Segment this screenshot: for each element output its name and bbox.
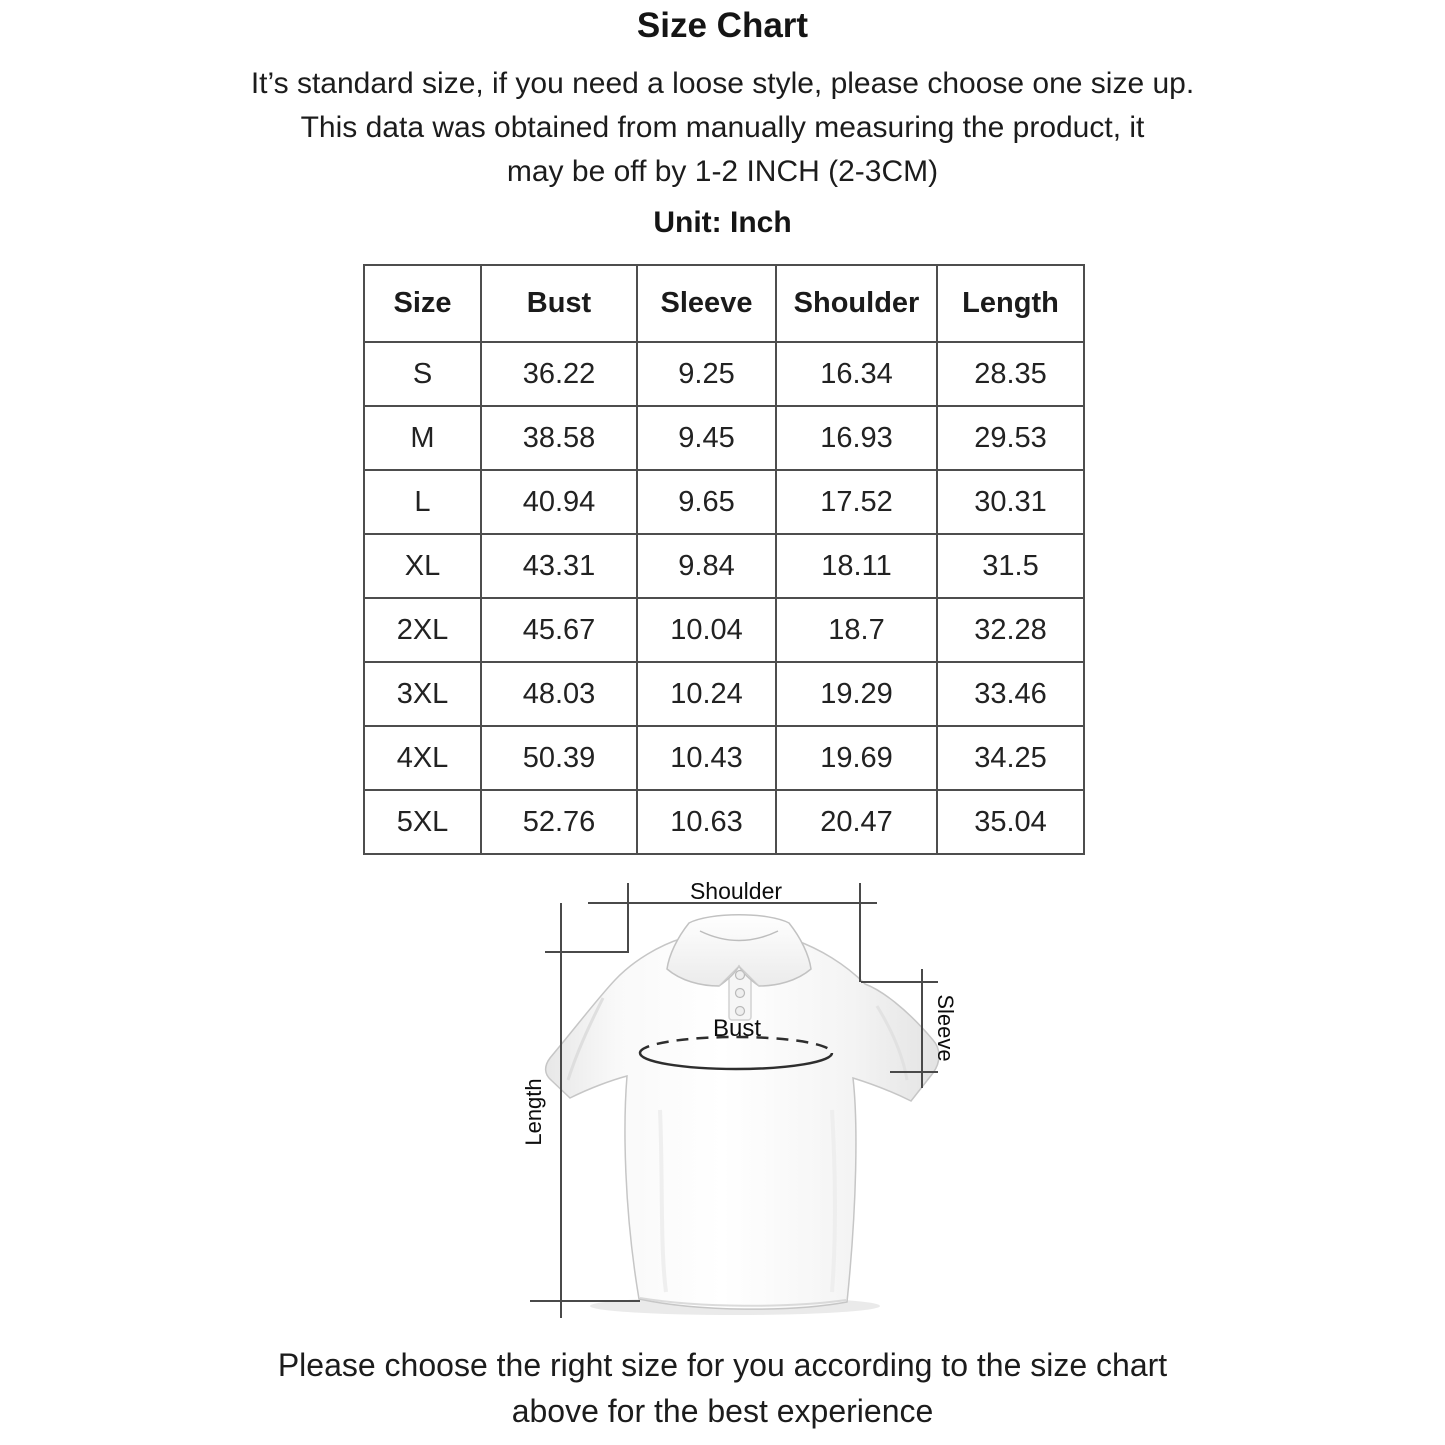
table-cell: 36.22 (481, 342, 637, 406)
table-cell: 20.47 (776, 790, 937, 854)
table-cell: 40.94 (481, 470, 637, 534)
table-cell: 32.28 (937, 598, 1084, 662)
intro-text (0, 62, 1445, 194)
table-cell: L (364, 470, 481, 534)
intro-line: This data was obtained from manually measuring the product, it (300, 111, 1145, 144)
size-table-header-row (364, 265, 1084, 342)
table-row (364, 342, 1084, 406)
length-label: Length (521, 1078, 546, 1146)
table-cell: 18.7 (776, 598, 937, 662)
table-cell: 30.31 (937, 470, 1084, 534)
footer-line: Please choose the right size for you according to the size chart (277, 1347, 1168, 1383)
bust-label: Bust (712, 1015, 762, 1042)
intro-line: It’s standard size, if you need a loose style, please choose one size up. (250, 67, 1195, 100)
table-row (364, 470, 1084, 534)
page-title: Size Chart (636, 6, 809, 45)
table-cell: 45.67 (481, 598, 637, 662)
table-cell: 16.34 (776, 342, 937, 406)
table-cell: 19.29 (776, 662, 937, 726)
intro-line: may be off by 1-2 INCH (2-3CM) (506, 155, 939, 188)
table-cell: 2XL (364, 598, 481, 662)
table-cell: 19.69 (776, 726, 937, 790)
table-cell: 50.39 (481, 726, 637, 790)
table-cell: 4XL (364, 726, 481, 790)
table-row (364, 598, 1084, 662)
table-cell: XL (364, 534, 481, 598)
column-header: Size (364, 265, 481, 342)
table-cell: 9.25 (637, 342, 776, 406)
size-table (363, 264, 1085, 855)
table-cell: 48.03 (481, 662, 637, 726)
table-cell: 43.31 (481, 534, 637, 598)
table-cell: 34.25 (937, 726, 1084, 790)
length-measure-line (530, 903, 640, 1318)
size-table-body (364, 342, 1084, 854)
table-row (364, 406, 1084, 470)
table-cell: 18.11 (776, 534, 937, 598)
footer-line: above for the best experience (511, 1393, 934, 1429)
column-header: Bust (481, 265, 637, 342)
table-cell: 29.53 (937, 406, 1084, 470)
table-cell: S (364, 342, 481, 406)
table-cell: 5XL (364, 790, 481, 854)
table-cell: 38.58 (481, 406, 637, 470)
table-cell: M (364, 406, 481, 470)
table-cell: 17.52 (776, 470, 937, 534)
table-row (364, 726, 1084, 790)
unit-label: Unit: Inch (653, 206, 792, 239)
table-cell: 16.93 (776, 406, 937, 470)
table-row (364, 662, 1084, 726)
table-cell: 52.76 (481, 790, 637, 854)
table-cell: 9.84 (637, 534, 776, 598)
column-header: Sleeve (637, 265, 776, 342)
footer-note (0, 1342, 1445, 1434)
table-cell: 10.43 (637, 726, 776, 790)
table-cell: 9.65 (637, 470, 776, 534)
table-cell: 10.63 (637, 790, 776, 854)
sleeve-label: Sleeve (933, 994, 958, 1062)
shirt-button (736, 989, 745, 998)
table-cell: 3XL (364, 662, 481, 726)
table-cell: 28.35 (937, 342, 1084, 406)
column-header: Shoulder (776, 265, 937, 342)
table-row (364, 790, 1084, 854)
table-cell: 9.45 (637, 406, 776, 470)
table-cell: 10.24 (637, 662, 776, 726)
table-row (364, 534, 1084, 598)
table-cell: 10.04 (637, 598, 776, 662)
table-cell: 35.04 (937, 790, 1084, 854)
table-cell: 31.5 (937, 534, 1084, 598)
shoulder-label: Shoulder (689, 878, 783, 904)
table-cell: 33.46 (937, 662, 1084, 726)
column-header: Length (937, 265, 1084, 342)
polo-shirt-illustration (546, 915, 939, 1315)
measurement-diagram (495, 872, 965, 1328)
